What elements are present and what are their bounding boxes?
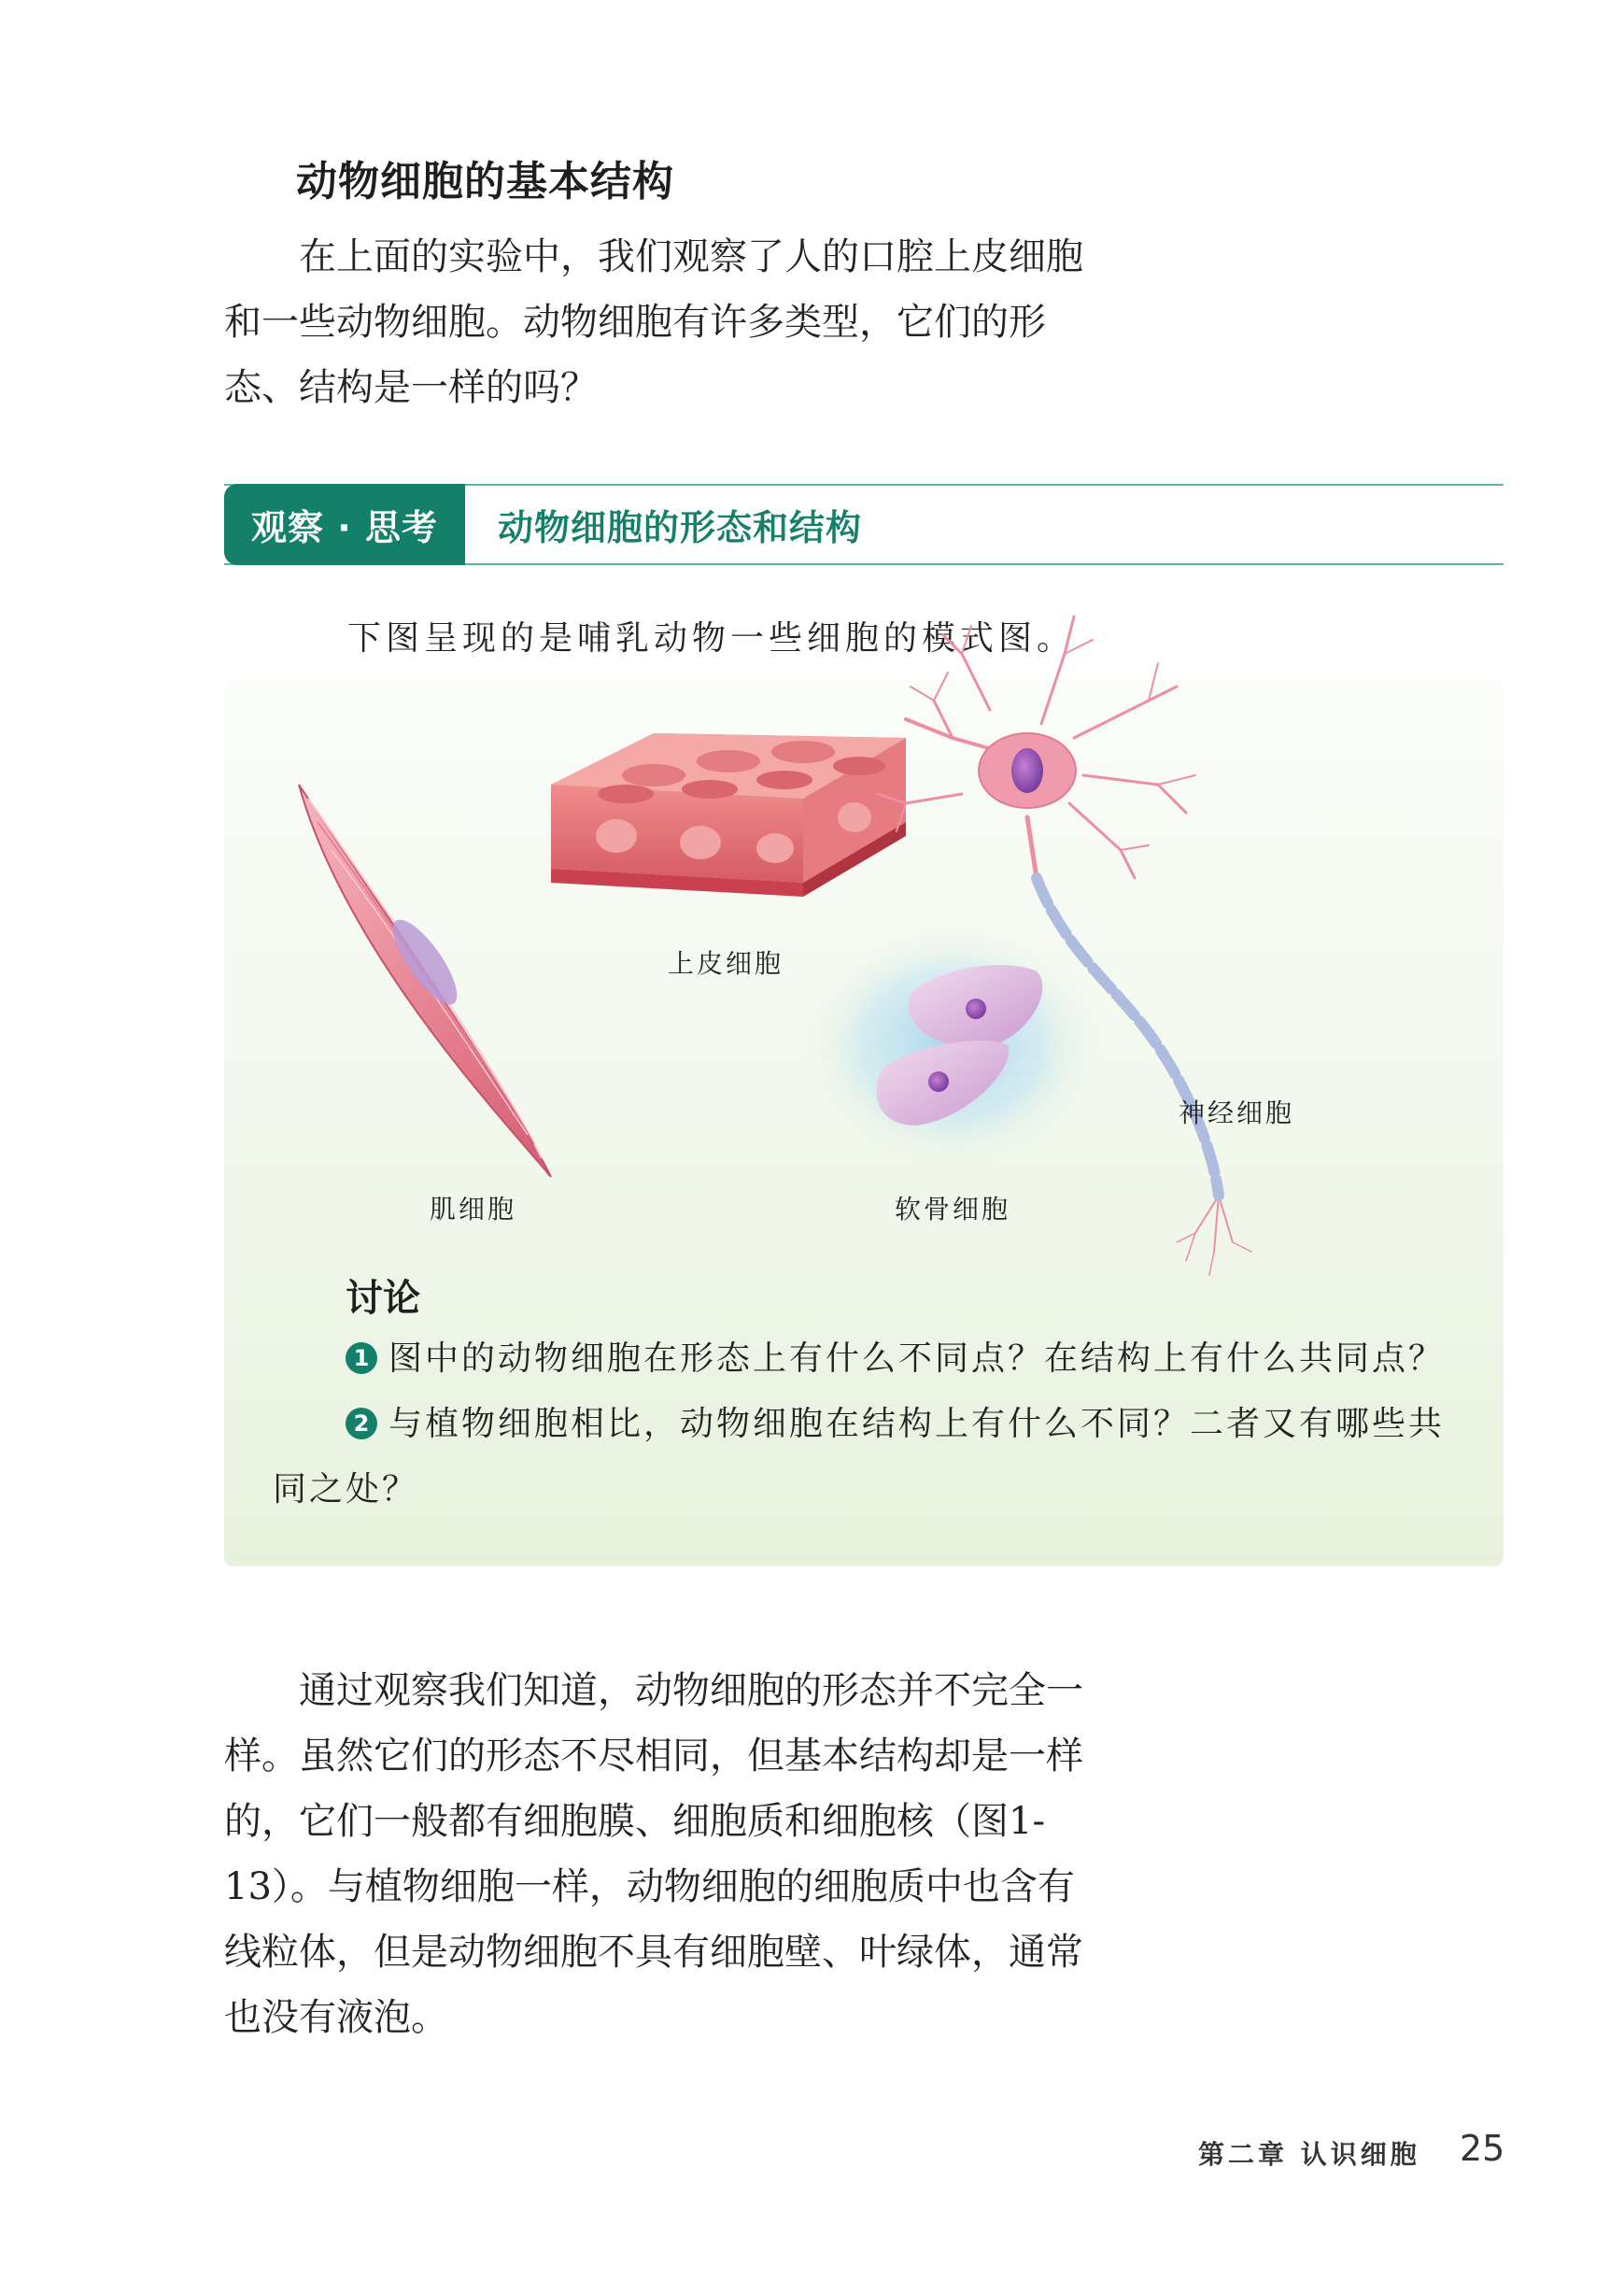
- label-cartilage-cell: 软骨细胞: [895, 1194, 1011, 1225]
- question-1-text: 图中的动物细胞在形态上有什么不同点？在结构上有什么共同点？: [388, 1339, 1446, 1378]
- label-epithelial-cell: 上皮细胞: [668, 948, 784, 979]
- label-muscle-cell: 肌细胞: [430, 1194, 517, 1225]
- discussion-question-2: [273, 1392, 1487, 1523]
- footer-chapter: 第二章 认识细胞: [1198, 2139, 1420, 2170]
- cell-illustrations: [224, 598, 1504, 1308]
- page-number: 25: [1460, 2128, 1505, 2169]
- conclusion-paragraph: [224, 1658, 1088, 2050]
- question-number-badge: 2: [346, 1408, 377, 1439]
- activity-title: 动物细胞的形态和结构: [498, 507, 863, 548]
- question-2-line-1: [273, 1392, 1487, 1457]
- activity-banner: [224, 484, 1504, 565]
- activity-intro: 下图呈现的是哺乳动物一些细胞的模式图。: [347, 619, 1076, 658]
- conclusion-paragraph-text: 通过观察我们知道，动物细胞的形态并不完全一样。虽然它们的形态不尽相同，但基本结构却是一样的，它们一般都有细胞膜、细胞质和细胞核（图1-13）。与植物细胞一样，动物细胞的细胞质中也含有线粒体，但是动物细胞不具有细胞壁、叶绿体，通常也没有液泡。: [224, 1669, 1083, 2039]
- label-nerve-cell: 神经细胞: [1179, 1098, 1295, 1128]
- discussion-title: 讨论: [346, 1277, 420, 1320]
- question-2-line-2: 同之处？: [273, 1470, 419, 1509]
- question-2-text-1: 与植物细胞相比，动物细胞在结构上有什么不同？二者又有哪些共: [388, 1405, 1446, 1443]
- intro-paragraph-text: 在上面的实验中，我们观察了人的口腔上皮细胞和一些动物细胞。动物细胞有许多类型，它们的形态、结构是一样的吗？: [224, 235, 1083, 409]
- intro-paragraph: [224, 224, 1088, 420]
- epithelial-cell-figure: [551, 733, 906, 897]
- activity-tag: 观察 · 思考: [224, 484, 465, 565]
- discussion-question-1: [273, 1326, 1560, 1392]
- muscle-cell-figure: [299, 785, 551, 1177]
- section-title: 动物细胞的基本结构: [296, 158, 674, 205]
- question-number-badge: 1: [346, 1342, 377, 1374]
- cartilage-cell-figure: [803, 925, 1102, 1168]
